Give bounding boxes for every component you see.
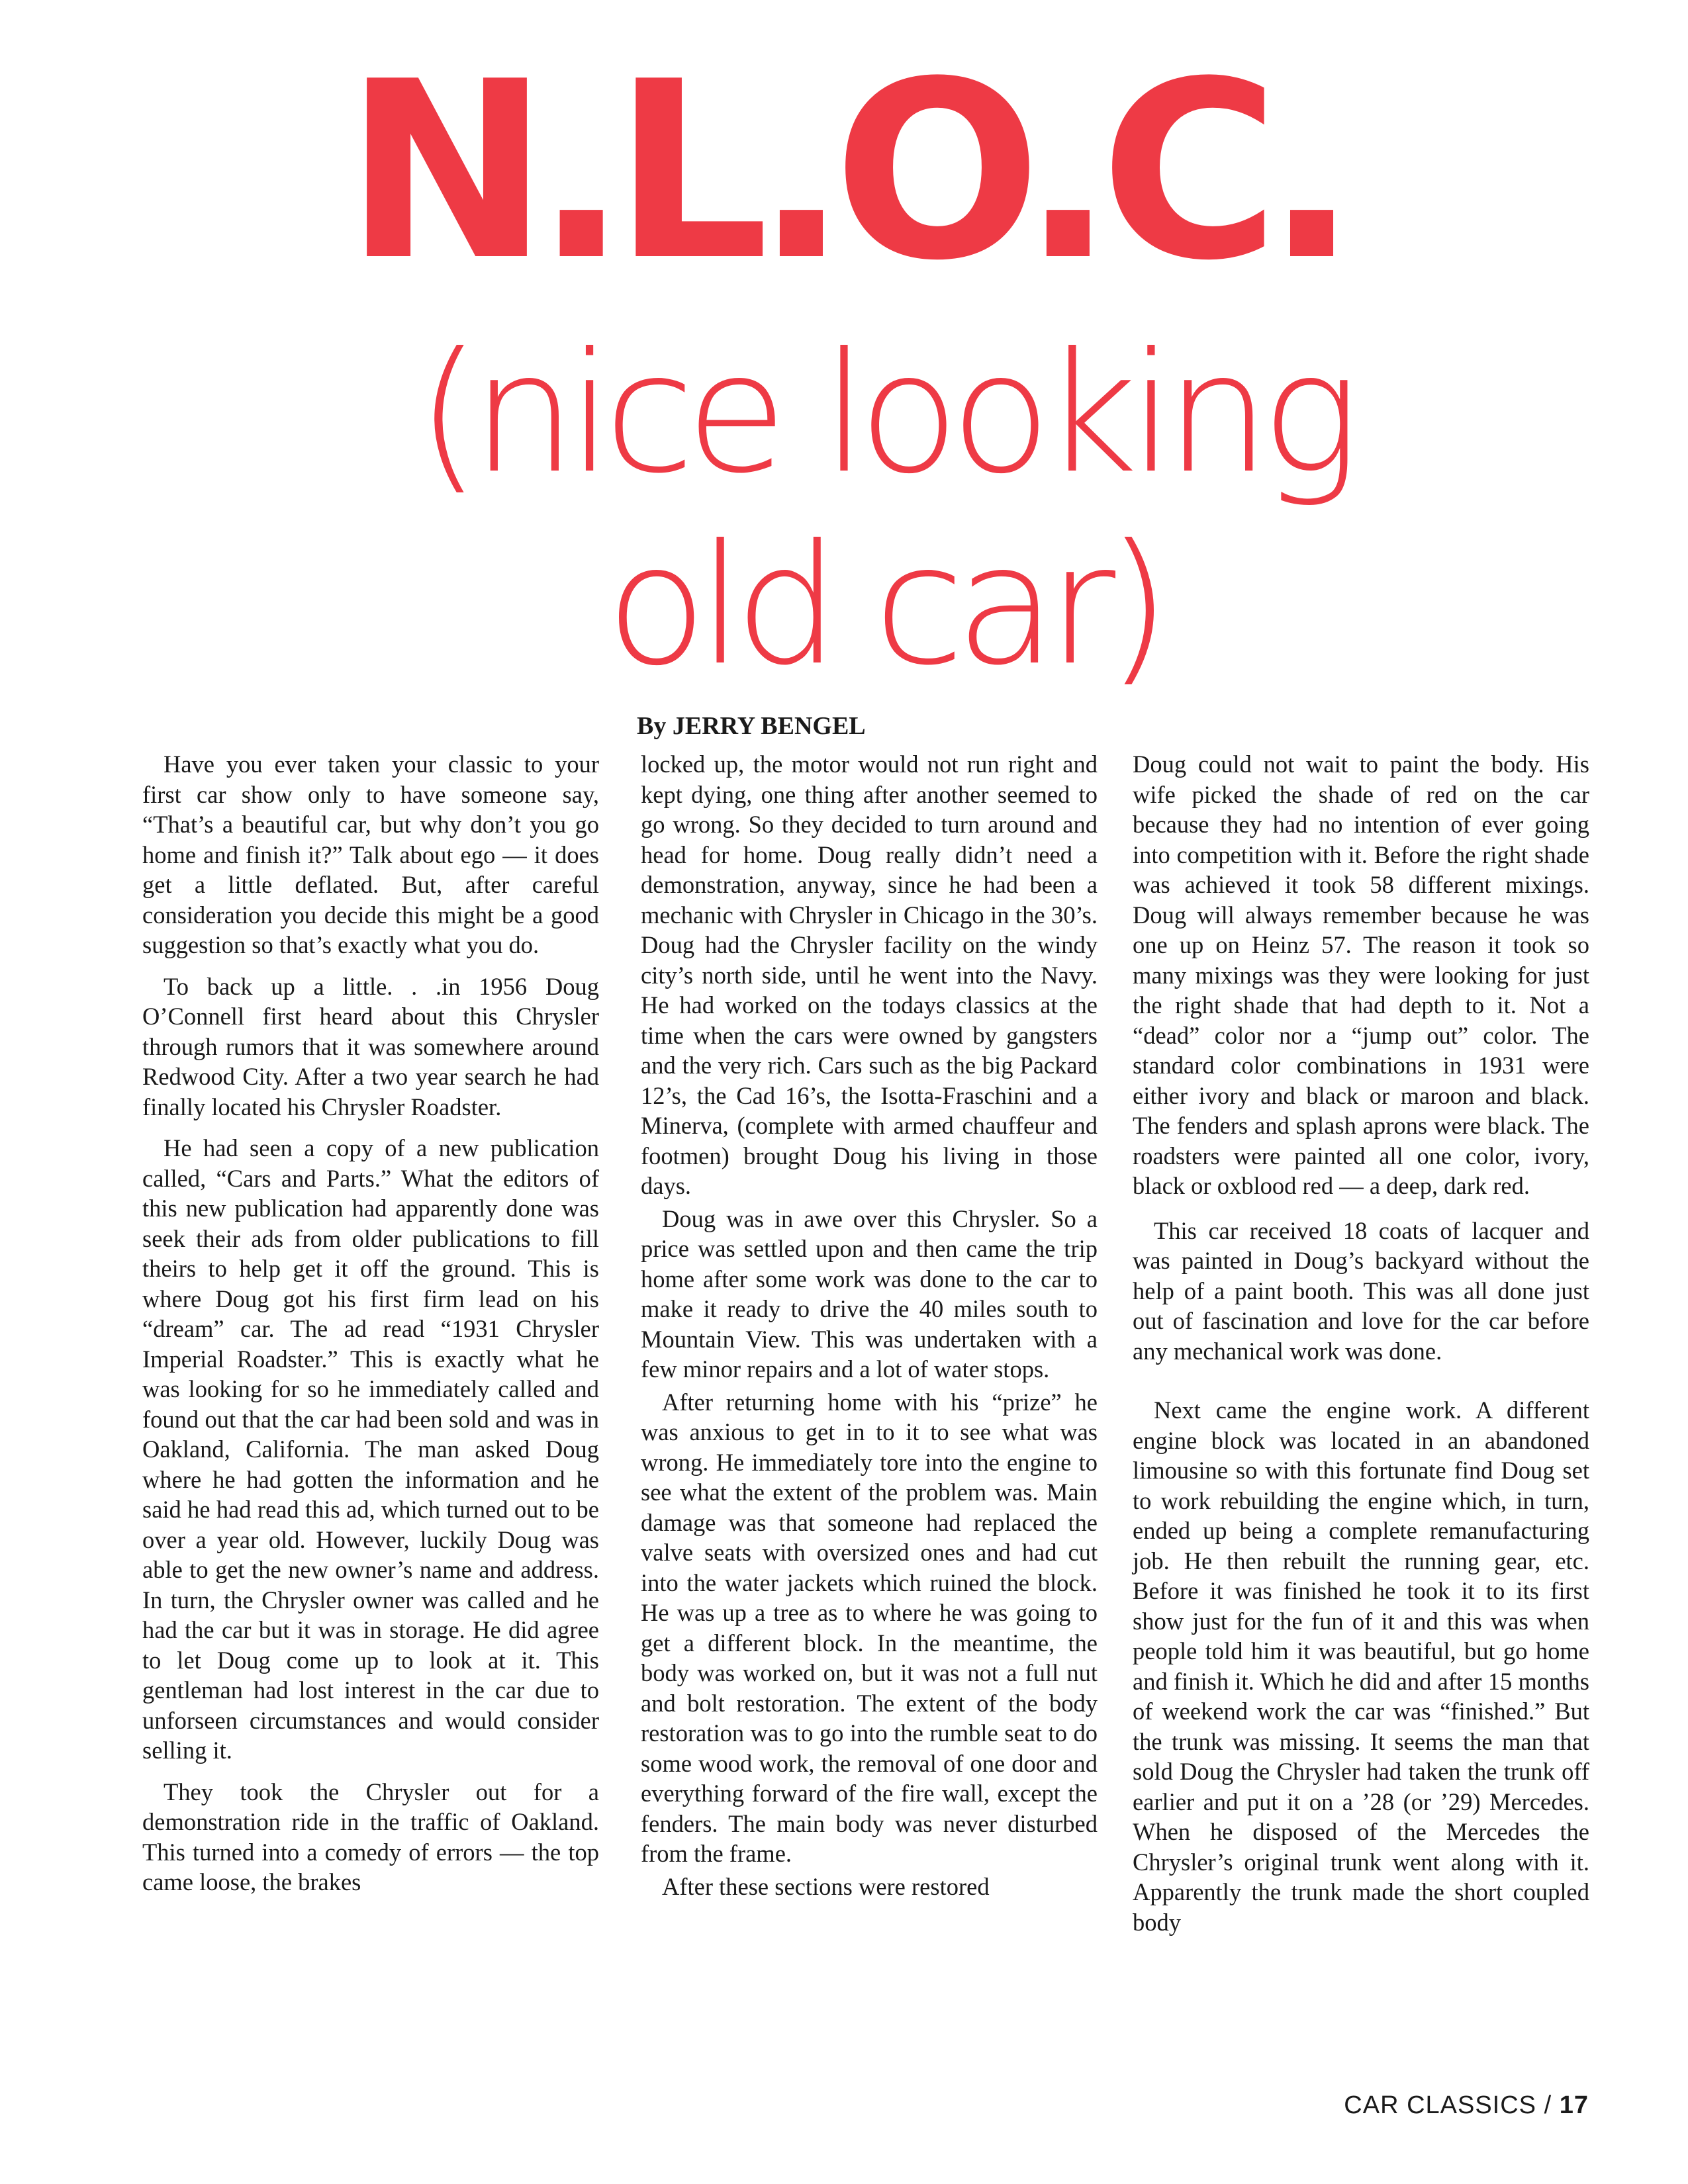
magazine-name: CAR CLASSICS <box>1344 2091 1537 2119</box>
paragraph: Have you ever taken your classic to your first car show only to have someone say, “That’s a beautiful car, but why don’t you go home and finish it?” Talk about ego — it does get a little deflated. But, after careful consideration you decide this might be a good suggestion so that’s exactly what you do. <box>142 751 599 958</box>
paragraph: After returning home with his “prize” he was anxious to get in to it to see what was wrong. He immediately tore into the engine to see what the extent of the problem was. Main damage was that someone had replaced the valve seats with oversized ones and had cut into the water jackets which ruined the block. He was up a tree as to where he was going to get a different block. In the meantime, the body was worked on, but it was not a full nut and bolt restoration. The extent of the body restoration was to go into the rumble seat to do some wood work, the removal of one door and everything forward of the fire wall, except the fenders. The main body was never disturbed from the frame. <box>641 1388 1098 1867</box>
paragraph: Doug was in awe over this Chrysler. So a price was settled upon and then came the trip home after some work was done to the car to make it ready to drive the 40 miles south to Mountain View. This was undertaken with a few minor repairs and a lot of water stops. <box>641 1205 1098 1383</box>
paragraph-continued: locked up, the motor would not run right and kept dying, one thing after another seemed to go wrong. So they decided to turn around and head for home. Doug really didn’t need a demonstration, anyway, since he had been a mechanic with Chrysler in Chicago in the 30’s. Doug had the Chrysler facility on the windy city’s north side, until he went into the Navy. He had worked on the todays classics at the time when the cars were owned by gangsters and the very rich. Cars such as the big Packard 12’s, the Cad 16’s, the Isotta-Fraschini and a Minerva, (complete with armed chauffeur and footmen) brought Doug his living in those days. <box>641 751 1098 1199</box>
paragraph: He had seen a copy of a new publication called, “Cars and Parts.” What the editors of this new publication had apparently done was seek their ads from older publications to fill theirs to help get it off the ground. This is where Doug got his first firm lead on his “dream” car. The ad read “1931 Chrysler Imperial Roadster.” This is exactly what he was looking for so he immediately called and found out that the car had been sold and was in Oakland, California. The man asked Doug where he had gotten the information and he said he had read this ad, which turned out to be over a year old. However, luckily Doug was able to get the new owner’s name and address. In turn, the Chrysler owner was called and he had the car but it was in storage. He did agree to let Doug come up to look at it. This gentleman had lost interest in the car due to unforseen circumstances and would consider selling it. <box>142 1134 599 1764</box>
headline-acronym: N.L.O.C. <box>344 30 1344 314</box>
page-footer <box>1337 2091 1589 2120</box>
paragraph: This car received 18 coats of lacquer and was painted in Doug’s backyard without the help of a paint booth. This was all done just out of fascination and love for the car before any mechanical work was done. <box>1133 1216 1589 1365</box>
article-column-3 <box>1133 749 1589 1948</box>
paragraph: After these sections were restored <box>662 1872 990 1900</box>
byline: By JERRY BENGEL <box>637 712 866 740</box>
paragraph: Next came the engine work. A different engine block was located in an abandoned limousine so with this fortunate find Doug set to work rebuilding the engine which, in turn, ended up being a complete remanufacturing job. He then rebuilt the running gear, etc. Before it was finished he took it to its first show just for the fun of it and this was when people told him it was beautiful, but go home and finish it. Which he did and after 15 months of weekend work the car was “finished.” But the trunk was missing. It seems the man that sold Doug the Chrysler had taken the trunk off earlier and put it on a ’28 (or ’29) Mercedes. When he disposed of the Mercedes the Chrysler’s original trunk went along with it. Apparently the trunk made the short coupled body <box>1133 1396 1589 1936</box>
paragraph-continued: Doug could not wait to paint the body. His wife picked the shade of red on the car because they had no intention of ever going into competition with it. Before the right shade was achieved it took 58 different mixings. Doug will always remember because he was one up on Heinz 57. The reason it took so many mixings was they were looking for just the right shade that had depth to it. Not a “dead” color nor a “jump out” color. The standard color combinations in 1931 were either ivory and black or maroon and black. The fenders and splash aprons were black. The roadsters were painted all one color, ivory, black or oxblood red — a deep, dark red. <box>1133 751 1589 1199</box>
headline-subtitle-line2: old car) <box>606 509 1162 702</box>
article-column-2 <box>641 749 1098 1913</box>
footer-separator: / <box>1536 2091 1560 2119</box>
headline-subtitle-line1: (nice looking <box>416 317 1352 510</box>
paragraph: To back up a little. . .in 1956 Doug O’Connell first heard about this Chrysler through rumors that it was somewhere around Redwood City. After a two year search he had finally located his Chrysler Roadster. <box>142 972 599 1120</box>
article-column-1 <box>142 749 599 1909</box>
page-number: 17 <box>1559 2091 1589 2119</box>
headline-subtitle <box>40 318 1688 702</box>
paragraph: They took the Chrysler out for a demonstration ride in the traffic of Oakland. This turned into a comedy of errors — the top came loose, the brakes <box>142 1778 599 1895</box>
